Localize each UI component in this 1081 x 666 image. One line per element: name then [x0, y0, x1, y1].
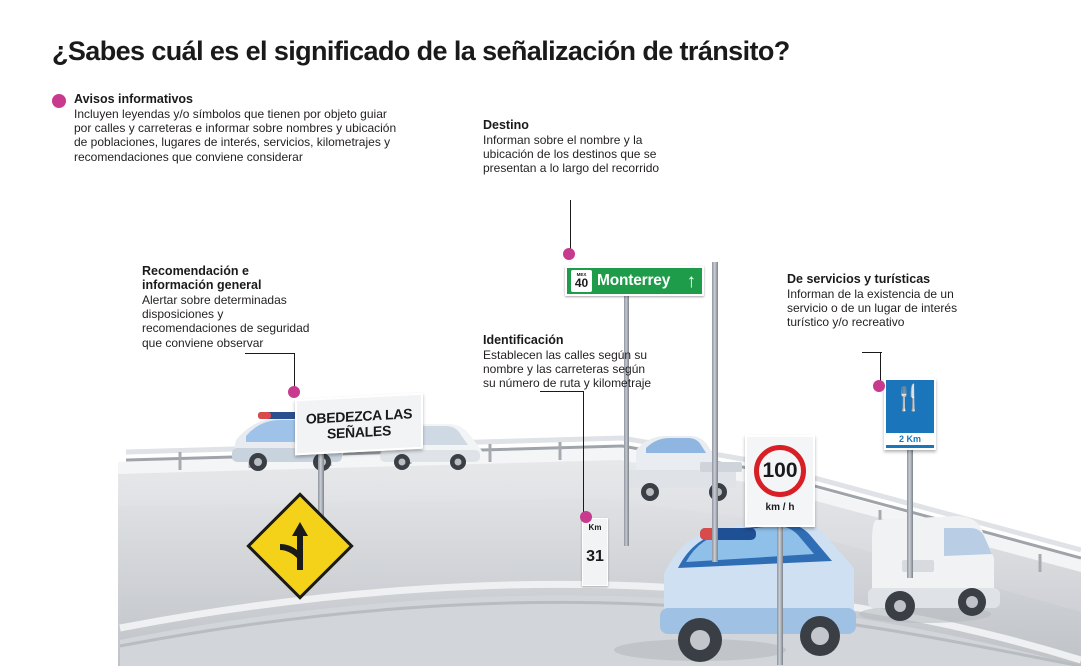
route-shield-top-label: MEX	[576, 271, 587, 277]
kilometer-value: 31	[586, 548, 604, 565]
leader-line-destino	[570, 200, 571, 250]
callout-avisos-informativos	[74, 92, 404, 164]
sign-post-services	[907, 448, 913, 578]
kilometer-label: Km	[588, 523, 602, 532]
sign-warning-lane-merge	[252, 498, 348, 594]
leader-line-identificacion-v	[583, 391, 584, 513]
callout-heading: Identificación	[483, 333, 564, 347]
bullet-destino	[563, 248, 575, 260]
callout-body: Informan de la existencia de un servicio o de un lugar de interés turístico y/o recreativo	[787, 287, 958, 330]
up-arrow-icon: ↑	[686, 270, 696, 292]
sign-post-destination	[712, 262, 718, 562]
callout-destino	[483, 118, 668, 176]
callout-recomendacion-informacion-general	[142, 264, 317, 350]
bullet-avisos-informativos	[52, 94, 66, 108]
callout-heading: Destino	[483, 118, 529, 132]
leader-line-identificacion-h	[540, 391, 584, 392]
callout-body: Establecen las calles según su nombre y las carreteras según su número de ruta y kilometraje	[483, 348, 652, 391]
leader-line-servicios-v	[880, 352, 881, 382]
route-shield-icon	[571, 270, 592, 292]
bullet-recomendacion	[288, 386, 300, 398]
callout-heading: Recomendación e información general	[142, 264, 262, 292]
callout-identificacion	[483, 333, 658, 391]
bullet-identificacion	[580, 511, 592, 523]
sign-post-speed-limit	[777, 525, 783, 665]
prohibition-ring-icon	[754, 445, 806, 497]
services-distance: 2 Km	[886, 433, 934, 445]
sign-kilometer-marker	[582, 518, 608, 586]
page-title: ¿Sabes cuál es el significado de la señalización de tránsito?	[52, 36, 790, 66]
leader-line-recomendacion-v	[294, 353, 295, 387]
fork-and-knife-icon: 🍴	[893, 384, 927, 412]
lane-merge-icon	[252, 498, 348, 594]
callout-body: Informan sobre el nombre y la ubicación de los destinos que se presentan a lo largo del recorrido	[483, 133, 660, 176]
route-shield-number: 40	[574, 276, 589, 291]
leader-line-recomendacion-h	[245, 353, 295, 354]
sign-recommendation-line1: OBEDEZCA LAS	[305, 405, 413, 427]
sign-recommendation-obey	[295, 393, 423, 456]
bullet-servicios	[873, 380, 885, 392]
callout-servicios-turisticas	[787, 272, 967, 330]
sign-recommendation-line2: SEÑALES	[326, 422, 392, 442]
sign-services-restaurant	[884, 378, 936, 450]
speed-limit-unit: km / h	[765, 502, 795, 513]
destination-label: Monterrey	[597, 272, 671, 289]
speed-limit-value: 100	[762, 459, 798, 482]
callout-body: Incluyen leyendas y/o símbolos que tienen por objeto guiar por calles y carreteras e informar sobre nombres y ubicación de poblaciones, lugares de interés, servicios, kilometrajes y recomendaciones que conviene considerar	[74, 107, 397, 164]
sign-destination-monterrey	[565, 266, 704, 296]
sign-speed-limit	[745, 435, 815, 527]
vehicle-truck-right	[868, 516, 1000, 621]
callout-heading: De servicios y turísticas	[787, 272, 931, 286]
callout-body: Alertar sobre determinadas disposiciones y recomendaciones de seguridad que conviene observar	[142, 293, 310, 350]
leader-line-servicios-h	[862, 352, 882, 353]
callout-heading: Avisos informativos	[74, 92, 194, 106]
